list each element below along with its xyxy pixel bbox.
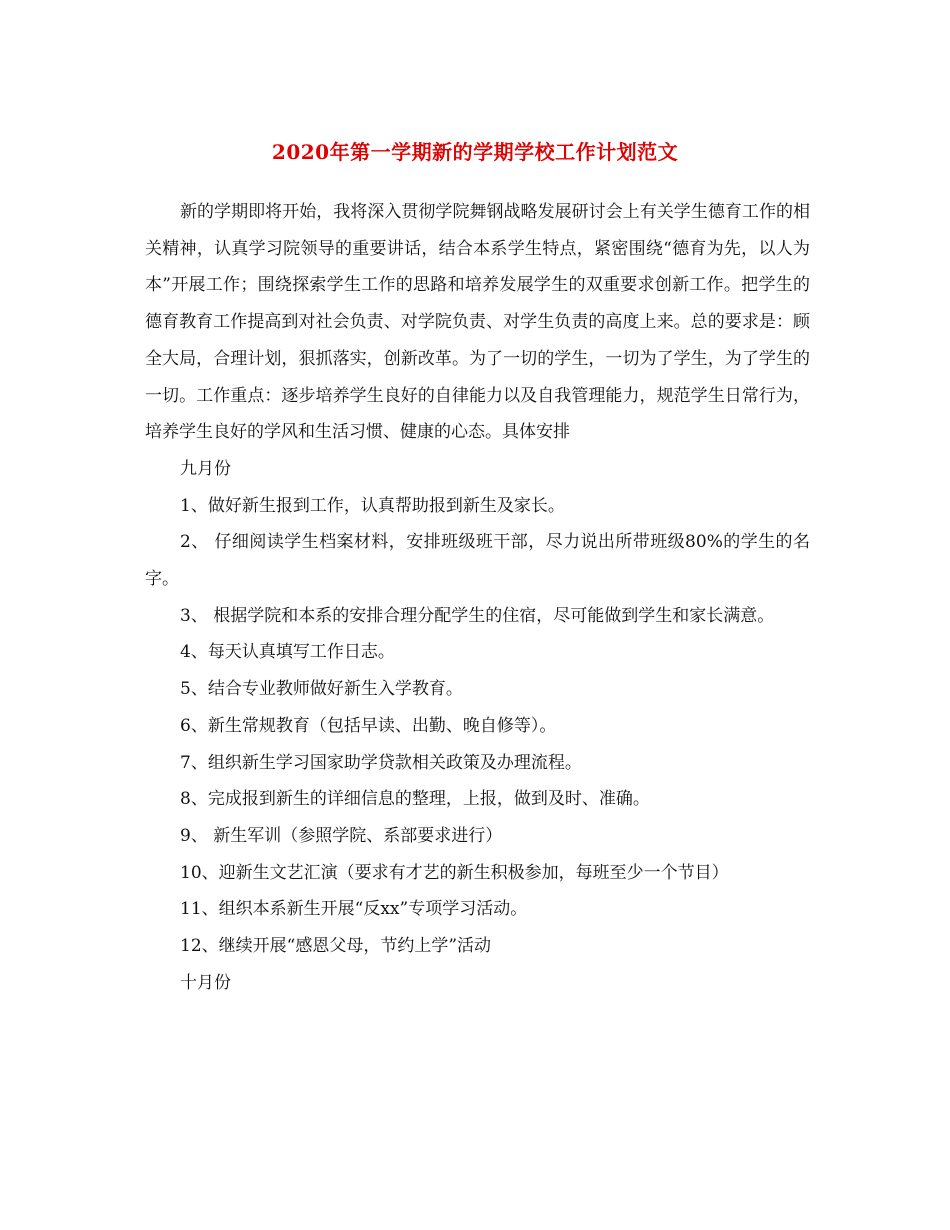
list-item: 2、 仔细阅读学生档案材料，安排班级班干部，尽力说出所带班级80%的学生的名字。 — [145, 532, 810, 590]
document-body — [145, 194, 810, 1001]
section-heading-october: 十月份 — [180, 972, 231, 993]
list-item: 7、组织新生学习国家助学贷款相关政策及办理流程。 — [180, 752, 582, 773]
list-item: 10、迎新生文艺汇演（要求有才艺的新生积极参加，每班至少一个节目） — [180, 862, 729, 883]
list-item: 11、组织本系新生开展“反xx”专项学习活动。 — [180, 899, 528, 920]
section-heading-september: 九月份 — [180, 458, 231, 479]
list-item: 9、 新生军训（参照学院、系部要求进行） — [180, 825, 503, 846]
intro-paragraph: 新的学期即将开始，我将深入贯彻学院舞钢战略发展研讨会上有关学生德育工作的相关精神，认真学习院领导的重要讲话，结合本系学生特点，紧密围绕“德育为先，以人为本”开展工作；围绕探索学生工作的思路和培养发展学生的双重要求创新工作。把学生的德育教育工作提高到对社会负责、对学院负责、对学生负责的高度上来。总的要求是：顾全大局，合理计划，狠抓落实，创新改革。为了一切的学生，一切为了学生，为了学生的一切。工作重点：逐步培养学生良好的自律能力以及自我管理能力，规范学生日常行为，培养学生良好的学风和生活习惯、健康的心态。具体安排 — [145, 202, 810, 443]
list-item: 8、完成报到新生的详细信息的整理，上报，做到及时、准确。 — [180, 789, 650, 810]
list-item: 6、新生常规教育（包括早读、出勤、晚自修等）。 — [180, 715, 557, 736]
list-item: 5、结合专业教师做好新生入学教育。 — [180, 679, 463, 700]
document-title: 2020年第一学期新的学期学校工作计划范文 — [271, 140, 679, 164]
list-item: 4、每天认真填写工作日志。 — [180, 642, 395, 663]
list-item: 1、做好新生报到工作，认真帮助报到新生及家长。 — [180, 495, 565, 516]
list-item: 3、 根据学院和本系的安排合理分配学生的住宿，尽可能做到学生和家长满意。 — [180, 605, 775, 626]
list-item: 12、继续开展“感恩父母，节约上学”活动 — [180, 936, 492, 957]
